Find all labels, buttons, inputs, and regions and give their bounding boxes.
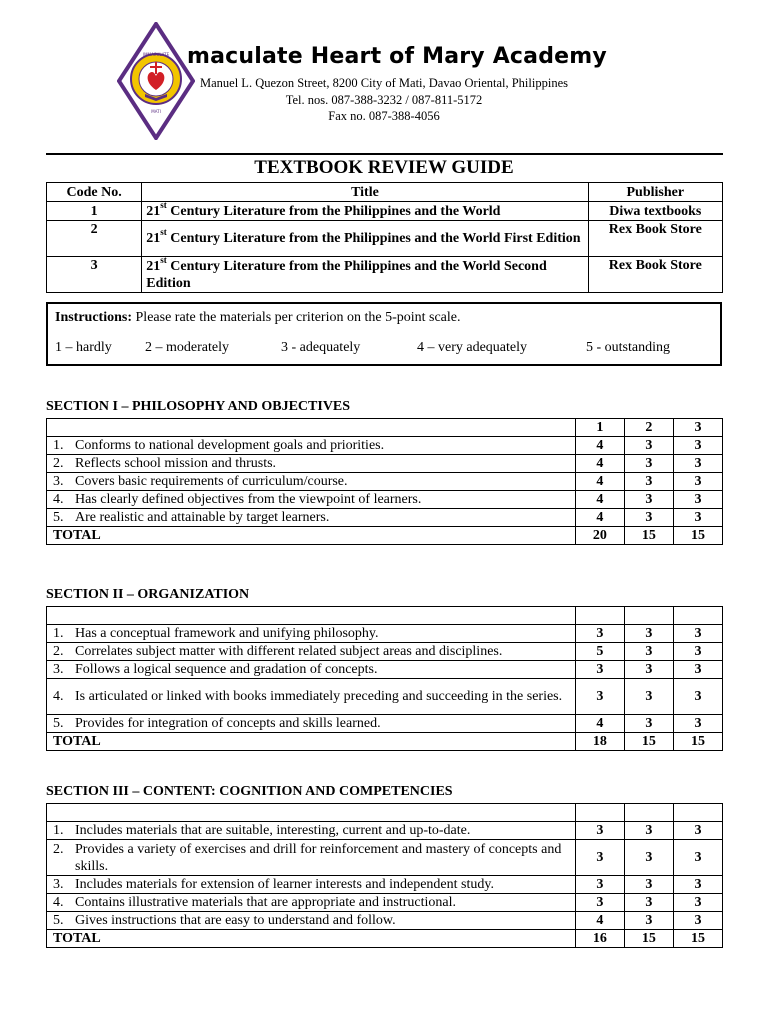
- score-header-cell: 1: [575, 419, 624, 437]
- publisher-cell: Rex Book Store: [588, 221, 722, 257]
- title-superscript: st: [160, 227, 167, 238]
- code-cell: 3: [47, 257, 142, 293]
- total-label: TOTAL: [47, 930, 576, 948]
- score-cell: 4: [575, 473, 624, 491]
- score-cell: 3: [575, 679, 624, 715]
- publisher-cell: Diwa textbooks: [588, 202, 722, 221]
- school-fax: Fax no. 087-388-4056: [328, 109, 440, 123]
- score-cell: 3: [624, 894, 673, 912]
- criteria-table: [46, 606, 723, 751]
- score-cell: 3: [673, 822, 722, 840]
- score-cell: 3: [673, 643, 722, 661]
- score-cell: 3: [673, 840, 722, 876]
- svg-text:MATI: MATI: [151, 109, 161, 114]
- title-cell: [142, 254, 588, 293]
- score-cell: 4: [575, 912, 624, 930]
- score-header-cell: 3: [673, 419, 722, 437]
- score-cell: 4: [575, 437, 624, 455]
- criterion-text: Are realistic and attainable by target learners.: [75, 510, 330, 525]
- score-cell: 3: [624, 715, 673, 733]
- criteria-header-cell: [47, 804, 576, 822]
- score-cell: 3: [624, 661, 673, 679]
- instructions-text: Please rate the materials per criterion on the 5-point scale.: [132, 310, 461, 325]
- table-row: [47, 643, 723, 661]
- criterion-cell: [47, 491, 576, 509]
- document-title: TEXTBOOK REVIEW GUIDE: [254, 157, 514, 178]
- column-header-title: Title: [142, 183, 588, 202]
- criterion-number: 1.: [53, 823, 64, 838]
- criteria-header-cell: [47, 607, 576, 625]
- total-cell: 20: [575, 527, 624, 545]
- table-header-row: [47, 804, 723, 822]
- score-cell: 3: [624, 625, 673, 643]
- score-cell: 3: [624, 912, 673, 930]
- section-title: SECTION I – PHILOSOPHY AND OBJECTIVES: [46, 399, 351, 414]
- total-cell: 15: [624, 527, 673, 545]
- title-number: 21: [146, 231, 161, 246]
- criterion-cell: [47, 437, 576, 455]
- score-cell: 3: [673, 661, 722, 679]
- scale-item: 4 – very adequately: [417, 340, 528, 355]
- table-row: [47, 509, 723, 527]
- table-row: [47, 679, 723, 715]
- score-header-cell: [624, 804, 673, 822]
- total-cell: 18: [575, 733, 624, 751]
- criterion-number: 3.: [53, 877, 64, 892]
- score-cell: 3: [624, 876, 673, 894]
- criterion-cell: [47, 679, 576, 715]
- table-header-row: [47, 183, 723, 202]
- criterion-cell: [47, 625, 576, 643]
- score-header-cell: [673, 804, 722, 822]
- score-cell: 3: [673, 912, 722, 930]
- criterion-number: 3.: [53, 662, 64, 677]
- score-cell: 3: [624, 491, 673, 509]
- score-cell: 3: [673, 491, 722, 509]
- criteria-table: [46, 418, 723, 545]
- criterion-cell: [47, 473, 576, 491]
- criterion-number: 4.: [53, 492, 64, 507]
- total-label: TOTAL: [47, 733, 576, 751]
- score-cell: 4: [575, 491, 624, 509]
- scale-item: 2 – moderately: [145, 340, 229, 355]
- criterion-number: 4.: [53, 895, 64, 910]
- criterion-cell: [47, 715, 576, 733]
- score-header-cell: [575, 804, 624, 822]
- total-label: TOTAL: [47, 527, 576, 545]
- section-title: SECTION III – CONTENT: COGNITION AND COMPETENCIES: [46, 784, 453, 799]
- title-number: 21: [146, 203, 161, 219]
- table-row: [47, 840, 723, 876]
- score-cell: 3: [673, 679, 722, 715]
- score-cell: 3: [624, 822, 673, 840]
- scale-item: 5 - outstanding: [586, 340, 670, 355]
- criterion-number: 2.: [53, 456, 64, 471]
- score-cell: 3: [575, 625, 624, 643]
- total-cell: 15: [624, 930, 673, 948]
- score-cell: 3: [624, 473, 673, 491]
- criterion-number: 2.: [53, 841, 64, 857]
- table-row: [47, 715, 723, 733]
- criteria-table: [46, 803, 723, 948]
- header-divider: [46, 153, 723, 155]
- table-row: [47, 894, 723, 912]
- criterion-text: Is articulated or linked with books immediately preceding and succeeding in the series.: [75, 689, 563, 704]
- score-cell: 3: [673, 437, 722, 455]
- total-cell: 15: [673, 930, 722, 948]
- table-row: [47, 876, 723, 894]
- section-title: SECTION II – ORGANIZATION: [46, 587, 250, 602]
- table-row: [47, 437, 723, 455]
- school-address: Manuel L. Quezon Street, 8200 City of Mati, Davao Oriental, Philippines: [200, 76, 568, 90]
- table-row: [47, 221, 723, 257]
- criterion-number: 5.: [53, 510, 64, 525]
- score-cell: 3: [673, 715, 722, 733]
- score-cell: 4: [575, 509, 624, 527]
- code-cell: 1: [47, 202, 142, 221]
- table-row: [47, 473, 723, 491]
- scale-item: 3 - adequately: [281, 340, 361, 355]
- criterion-number: 2.: [53, 644, 64, 659]
- criterion-cell: [47, 912, 576, 930]
- instructions-line: [55, 310, 461, 326]
- criterion-text: Conforms to national development goals and priorities.: [75, 438, 385, 453]
- criterion-number: 5.: [53, 716, 64, 731]
- criterion-cell: [47, 840, 576, 876]
- total-cell: 15: [673, 527, 722, 545]
- textbook-table: [46, 182, 723, 293]
- score-cell: 5: [575, 643, 624, 661]
- table-row: [47, 912, 723, 930]
- score-cell: 4: [575, 715, 624, 733]
- score-header-cell: [673, 607, 722, 625]
- instructions-box: [46, 302, 722, 366]
- total-cell: 15: [673, 733, 722, 751]
- criterion-text: Gives instructions that are easy to understand and follow.: [75, 913, 396, 928]
- title-text: Century Literature from the Philippines and the World First Edition: [166, 231, 581, 246]
- score-cell: 3: [624, 455, 673, 473]
- score-cell: 3: [673, 473, 722, 491]
- criterion-text: Includes materials that are suitable, interesting, current and up-to-date.: [75, 823, 471, 838]
- score-cell: 3: [624, 679, 673, 715]
- table-row: [47, 822, 723, 840]
- criterion-text: Follows a logical sequence and gradation of concepts.: [75, 662, 378, 677]
- score-cell: 3: [673, 876, 722, 894]
- score-cell: 3: [575, 822, 624, 840]
- score-cell: 3: [624, 643, 673, 661]
- criterion-text: Provides for integration of concepts and skills learned.: [75, 716, 381, 731]
- criterion-number: 1.: [53, 438, 64, 453]
- score-cell: 3: [575, 894, 624, 912]
- title-superscript: st: [160, 254, 167, 265]
- table-row: [47, 257, 723, 293]
- criterion-text: Reflects school mission and thrusts.: [75, 456, 277, 471]
- total-row: [47, 733, 723, 751]
- criterion-text: Covers basic requirements of curriculum/course.: [75, 474, 348, 489]
- criterion-text: Has clearly defined objectives from the viewpoint of learners.: [75, 492, 422, 507]
- score-cell: 3: [575, 876, 624, 894]
- code-cell: 2: [47, 221, 142, 257]
- svg-text:IMMACULATE: IMMACULATE: [142, 52, 170, 57]
- score-cell: 3: [575, 661, 624, 679]
- criterion-cell: [47, 876, 576, 894]
- score-cell: 3: [575, 840, 624, 876]
- criterion-text: Contains illustrative materials that are appropriate and instructional.: [75, 895, 456, 910]
- column-header-code: Code No.: [47, 183, 142, 202]
- criterion-cell: [47, 661, 576, 679]
- table-row: [47, 491, 723, 509]
- score-cell: 3: [673, 625, 722, 643]
- criterion-cell: [47, 643, 576, 661]
- criterion-text: Provides a variety of exercises and drill for reinforcement and mastery of concepts and skills.: [75, 841, 562, 874]
- total-cell: 16: [575, 930, 624, 948]
- criterion-number: 4.: [53, 689, 64, 704]
- school-telephone: Tel. nos. 087-388-3232 / 087-811-5172: [285, 93, 483, 107]
- title-text: Century Literature from the Philippines and the World Second Edition: [146, 258, 547, 291]
- score-cell: 3: [624, 840, 673, 876]
- criterion-text: Includes materials for extension of learner interests and independent study.: [75, 877, 494, 892]
- score-header-cell: [624, 607, 673, 625]
- title-number: 21: [146, 258, 161, 274]
- score-cell: 3: [673, 509, 722, 527]
- table-header-row: [47, 419, 723, 437]
- school-name: maculate Heart of Mary Academy: [187, 44, 607, 69]
- criterion-cell: [47, 822, 576, 840]
- score-cell: 4: [575, 455, 624, 473]
- criterion-cell: [47, 894, 576, 912]
- scale-item: 1 – hardly: [55, 340, 112, 355]
- title-cell: [142, 221, 588, 257]
- criterion-number: 5.: [53, 913, 64, 928]
- title-text: Century Literature from the Philippines and the World: [166, 203, 501, 219]
- criteria-header-cell: [47, 419, 576, 437]
- score-cell: 3: [673, 894, 722, 912]
- table-row: [47, 625, 723, 643]
- table-row: [47, 661, 723, 679]
- instructions-label: Instructions:: [55, 310, 133, 325]
- publisher-cell: Rex Book Store: [588, 257, 722, 293]
- score-cell: 3: [624, 437, 673, 455]
- column-header-publisher: Publisher: [588, 183, 722, 202]
- score-cell: 3: [673, 455, 722, 473]
- criterion-number: 3.: [53, 474, 64, 489]
- table-row: [47, 202, 723, 221]
- score-header-cell: [575, 607, 624, 625]
- total-row: [47, 527, 723, 545]
- total-cell: 15: [624, 733, 673, 751]
- criterion-cell: [47, 455, 576, 473]
- score-header-cell: 2: [624, 419, 673, 437]
- title-superscript: st: [160, 199, 167, 210]
- criterion-text: Has a conceptual framework and unifying philosophy.: [75, 626, 379, 641]
- title-cell: [142, 199, 588, 221]
- table-header-row: [47, 607, 723, 625]
- criterion-cell: [47, 509, 576, 527]
- score-cell: 3: [624, 509, 673, 527]
- criterion-text: Correlates subject matter with different related subject areas and disciplines.: [75, 644, 503, 659]
- table-row: [47, 455, 723, 473]
- total-row: [47, 930, 723, 948]
- criterion-number: 1.: [53, 626, 64, 641]
